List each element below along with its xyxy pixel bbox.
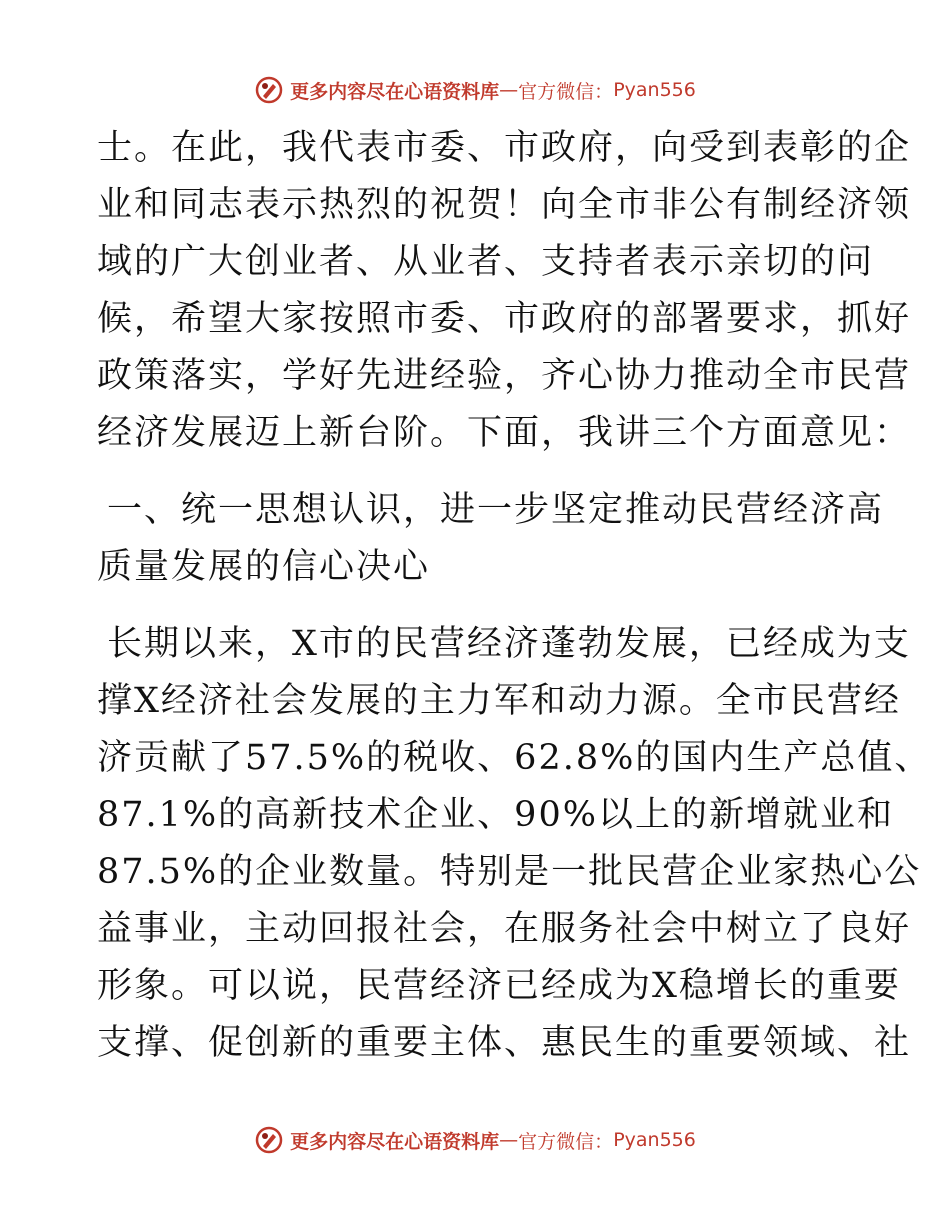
watermark-dash: — xyxy=(499,1129,519,1151)
text-line: 经济发展迈上新台阶。下面，我讲三个方面意见： xyxy=(97,413,912,453)
watermark-wechat-id: Pyan556 xyxy=(613,79,696,101)
watermark-main-text: 更多内容尽在心语资料库 xyxy=(290,80,500,103)
text-line: 形象。可以说，民营经济已经成为X稳增长的重要 xyxy=(97,966,901,1006)
header-watermark xyxy=(0,70,950,110)
footer-watermark xyxy=(0,1120,950,1160)
text-line: 候，希望大家按照市委、市政府的部署要求，抓好 xyxy=(97,299,912,339)
pen-circle-icon xyxy=(254,75,284,105)
paragraph-2 xyxy=(97,616,932,1072)
text-line: 87.1%的高新技术企业、90%以上的新增就业和 xyxy=(97,795,894,835)
watermark-main-text: 更多内容尽在心语资料库 xyxy=(290,1130,500,1153)
text-line: 87.5%的企业数量。特别是一批民营企业家热心公 xyxy=(97,852,922,892)
watermark-wechat-id: Pyan556 xyxy=(613,1129,696,1151)
text-line: 政策落实，学好先进经验，齐心协力推动全市民营 xyxy=(97,356,912,396)
text-line: 长期以来，X市的民营经济蓬勃发展，已经成为支 xyxy=(107,624,911,664)
text-line: 撑X经济社会发展的主力军和动力源。全市民营经 xyxy=(97,681,901,721)
watermark-wechat-label: 官方微信： xyxy=(518,1130,614,1153)
document-body xyxy=(97,120,932,1072)
heading-line: 一、统一思想认识，进一步坚定推动民营经济高 xyxy=(107,490,885,530)
section-heading xyxy=(97,482,885,596)
text-line: 士。在此，我代表市委、市政府，向受到表彰的企 xyxy=(97,128,912,168)
text-line: 业和同志表示热烈的祝贺！向全市非公有制经济领 xyxy=(97,185,912,225)
heading-line: 质量发展的信心决心 xyxy=(97,547,431,587)
watermark-wechat-label: 官方微信： xyxy=(518,80,614,103)
text-line: 支撑、促创新的重要主体、惠民生的重要领域、社 xyxy=(97,1023,912,1063)
text-line: 益事业，主动回报社会，在服务社会中树立了良好 xyxy=(97,909,912,949)
paragraph-1 xyxy=(97,120,912,462)
text-line: 域的广大创业者、从业者、支持者表示亲切的问 xyxy=(97,242,875,282)
watermark-dash: — xyxy=(499,79,519,101)
text-line: 济贡献了57.5%的税收、62.8%的国内生产总值、 xyxy=(97,738,932,778)
pen-circle-icon xyxy=(254,1125,284,1155)
